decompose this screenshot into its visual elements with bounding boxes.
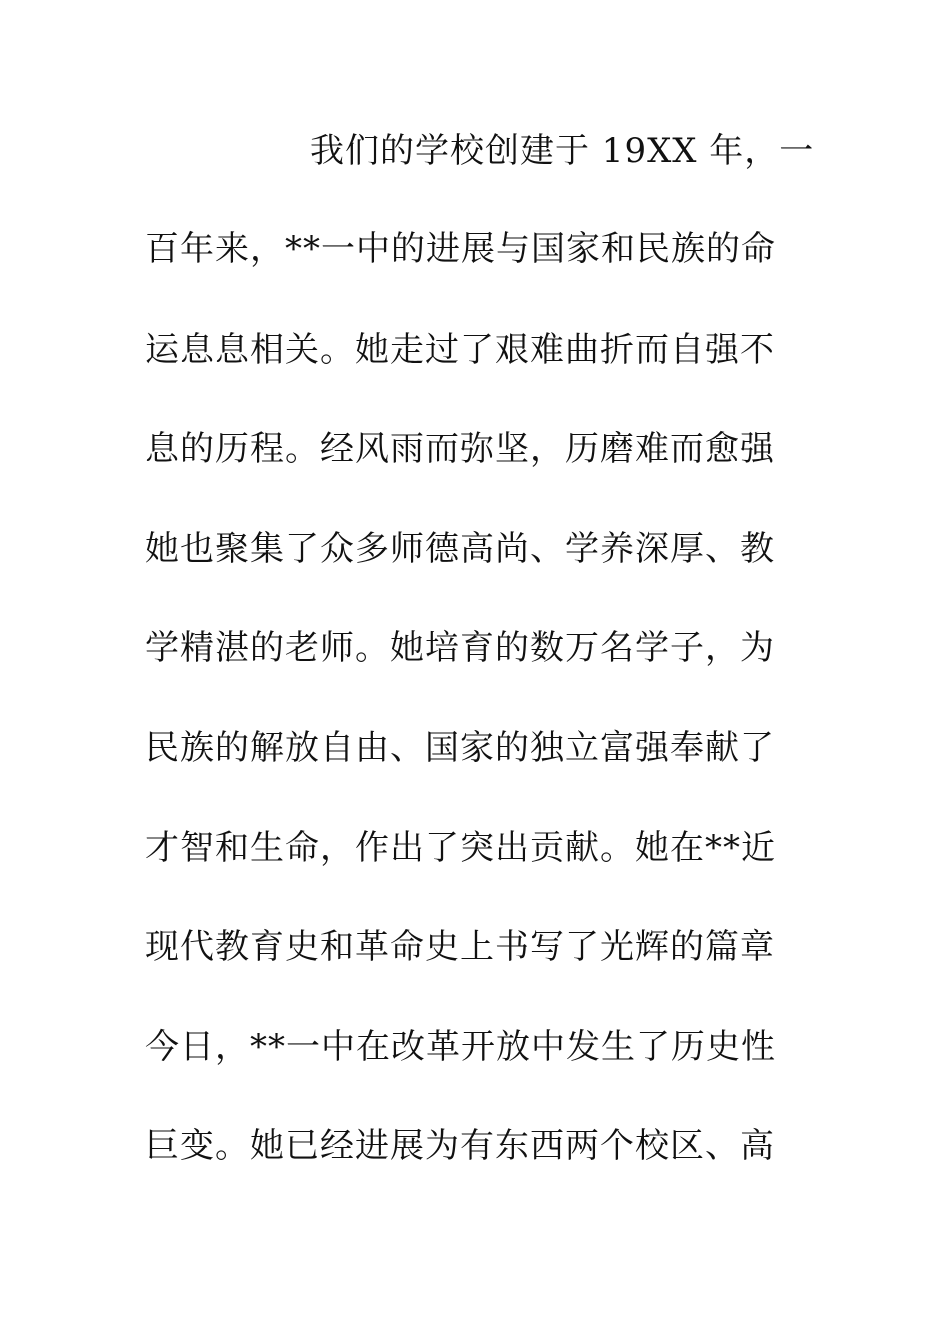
text-line: 巨变。她已经进展为有东西两个校区、高 xyxy=(145,1126,775,1166)
text-line: 运息息相关。她走过了艰难曲折而自强不 xyxy=(145,330,775,370)
text-line: 现代教育史和革命史上书写了光辉的篇章 xyxy=(145,927,775,967)
text-line: 她也聚集了众多师德高尚、学养深厚、教 xyxy=(145,529,775,569)
text-line: 百年来，**一中的进展与国家和民族的命 xyxy=(145,229,776,269)
text-line: 才智和生命，作出了突出贡献。她在**近 xyxy=(145,828,776,868)
text-line: 学精湛的老师。她培育的数万名学子，为 xyxy=(145,628,775,668)
text-line: 今日，**一中在改革开放中发生了历史性 xyxy=(145,1027,776,1067)
text-line: 息的历程。经风雨而弥坚，历磨难而愈强 xyxy=(145,429,775,469)
text-line: 我们的学校创建于 19XX 年，一 xyxy=(310,131,815,171)
text-line: 民族的解放自由、国家的独立富强奉献了 xyxy=(145,728,775,768)
